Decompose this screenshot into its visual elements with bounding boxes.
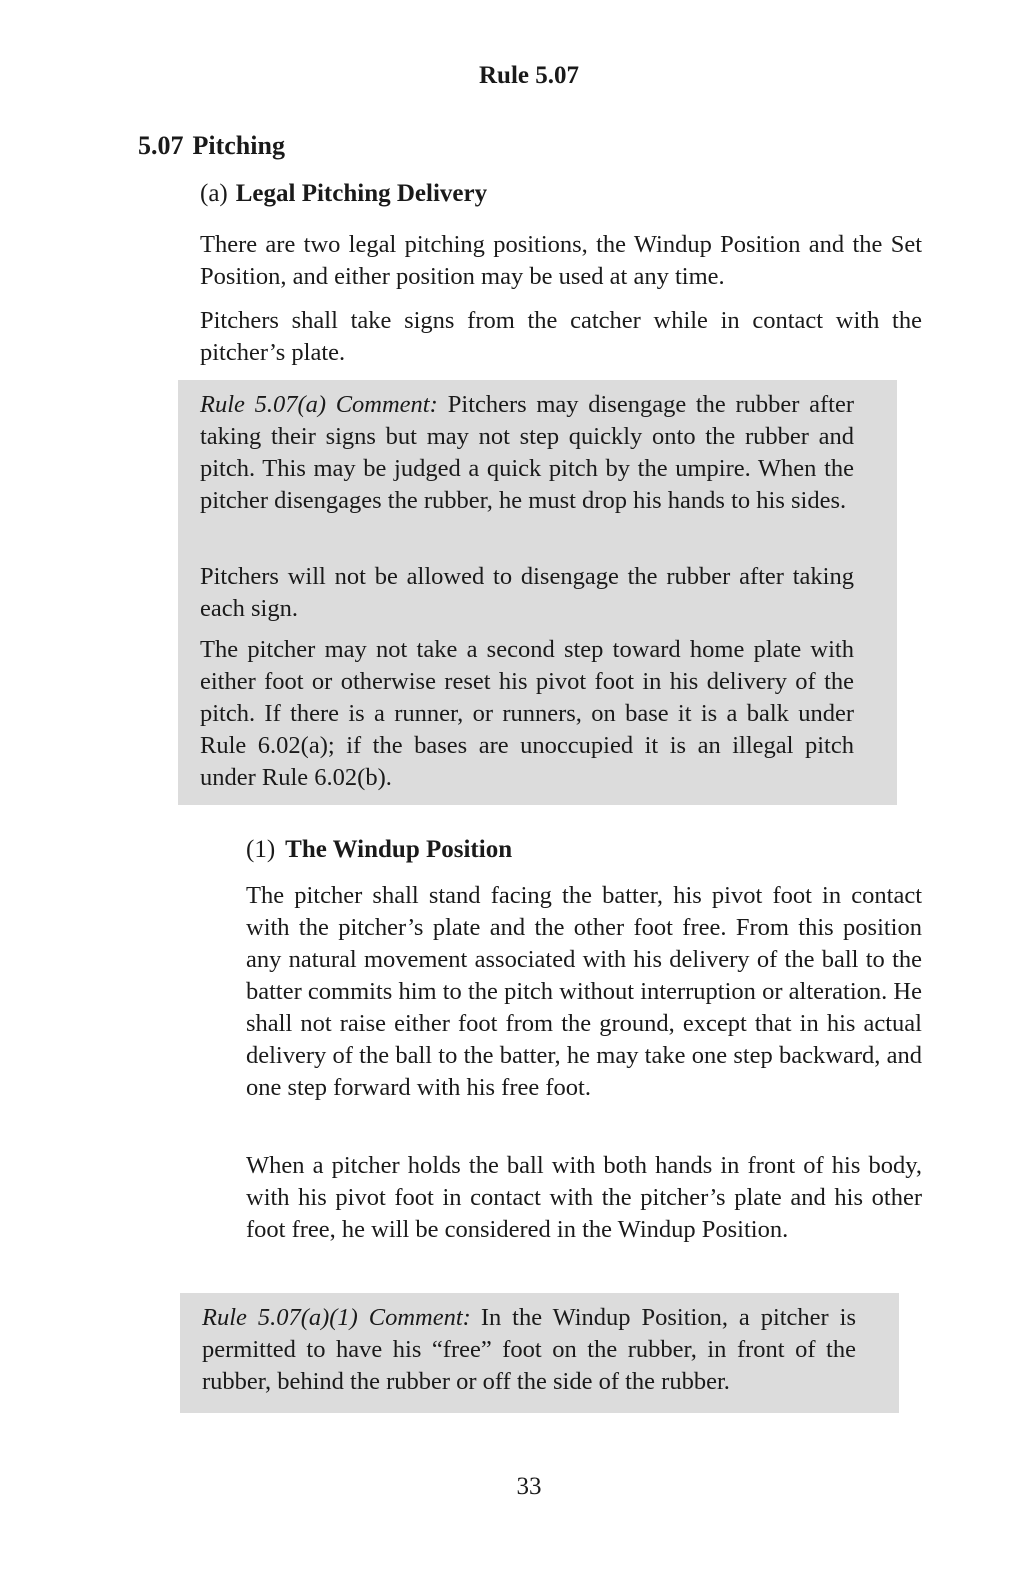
subsection-a-title: Legal Pitching Delivery <box>235 180 488 207</box>
section-number: 5.07 <box>138 131 184 160</box>
running-head: Rule 5.07 <box>479 62 579 89</box>
subsection-a-heading <box>200 180 487 208</box>
subsection-a-paragraph-1: There are two legal pitching positions, the Windup Position and the Set Position, and either position may be used at any time. <box>200 231 922 290</box>
windup-paragraph-1: The pitcher shall stand facing the batter, his pivot foot in contact with the pitcher’s plate and the other foot free. From this position any natural movement associated with his delivery of the ball to the batter commits him to the pitch without interruption or alteration. He shall not raise either foot from the ground, except that in his actual delivery of the ball to the batter, he may take one step backward, and one step forward with his free foot. <box>246 882 922 1101</box>
comment-a-paragraph-3: The pitcher may not take a second step toward home plate with either foot or otherwise reset his pivot foot in his delivery of the pitch. If there is a runner, or runners, on base it is a balk under Rule 6.02(a); if the bases are unoccupied it is an illegal pitch under Rule 6.02(b). <box>200 636 854 791</box>
comment-box-5-07-a <box>178 380 897 805</box>
comment-a-text-1: Pitchers may disengage the rubber after taking their signs but may not step quickly onto the rubber and pitch. This may be judged a quick pitch by the umpire. When the pitcher disengages the rubber, he must drop his hands to his sides. <box>200 391 854 514</box>
section-heading <box>138 131 285 161</box>
subsection-a-label: (a) <box>200 180 228 207</box>
comment-a-paragraph-1 <box>200 389 854 517</box>
comment-a-label: Rule 5.07(a) Comment: <box>200 391 438 418</box>
windup-paragraph-2: When a pitcher holds the ball with both hands in front of his body, with his pivot foot in contact with the pitcher’s plate and his other foot free, he will be considered in the Windup Position. <box>246 1152 922 1243</box>
subsection-a1-label: (1) <box>246 836 276 863</box>
comment-a1-paragraph-1 <box>202 1302 856 1398</box>
subsection-a1-title: The Windup Position <box>285 836 513 863</box>
page-number: 33 <box>516 1473 542 1500</box>
comment-a1-text-1: In the Windup Position, a pitcher is permitted to have his “free” foot on the rubber, in front of the rubber, behind the rubber or off the side of the rubber. <box>202 1304 856 1395</box>
comment-a-paragraph-2: Pitchers will not be allowed to disengage the rubber after taking each sign. <box>200 563 854 622</box>
comment-a1-label: Rule 5.07(a)(1) Comment: <box>202 1304 471 1331</box>
comment-box-5-07-a-1 <box>180 1293 899 1413</box>
subsection-a1-heading <box>246 836 512 864</box>
section-title: Pitching <box>192 131 285 160</box>
subsection-a-paragraph-2: Pitchers shall take signs from the catcher while in contact with the pitcher’s plate. <box>200 307 922 366</box>
